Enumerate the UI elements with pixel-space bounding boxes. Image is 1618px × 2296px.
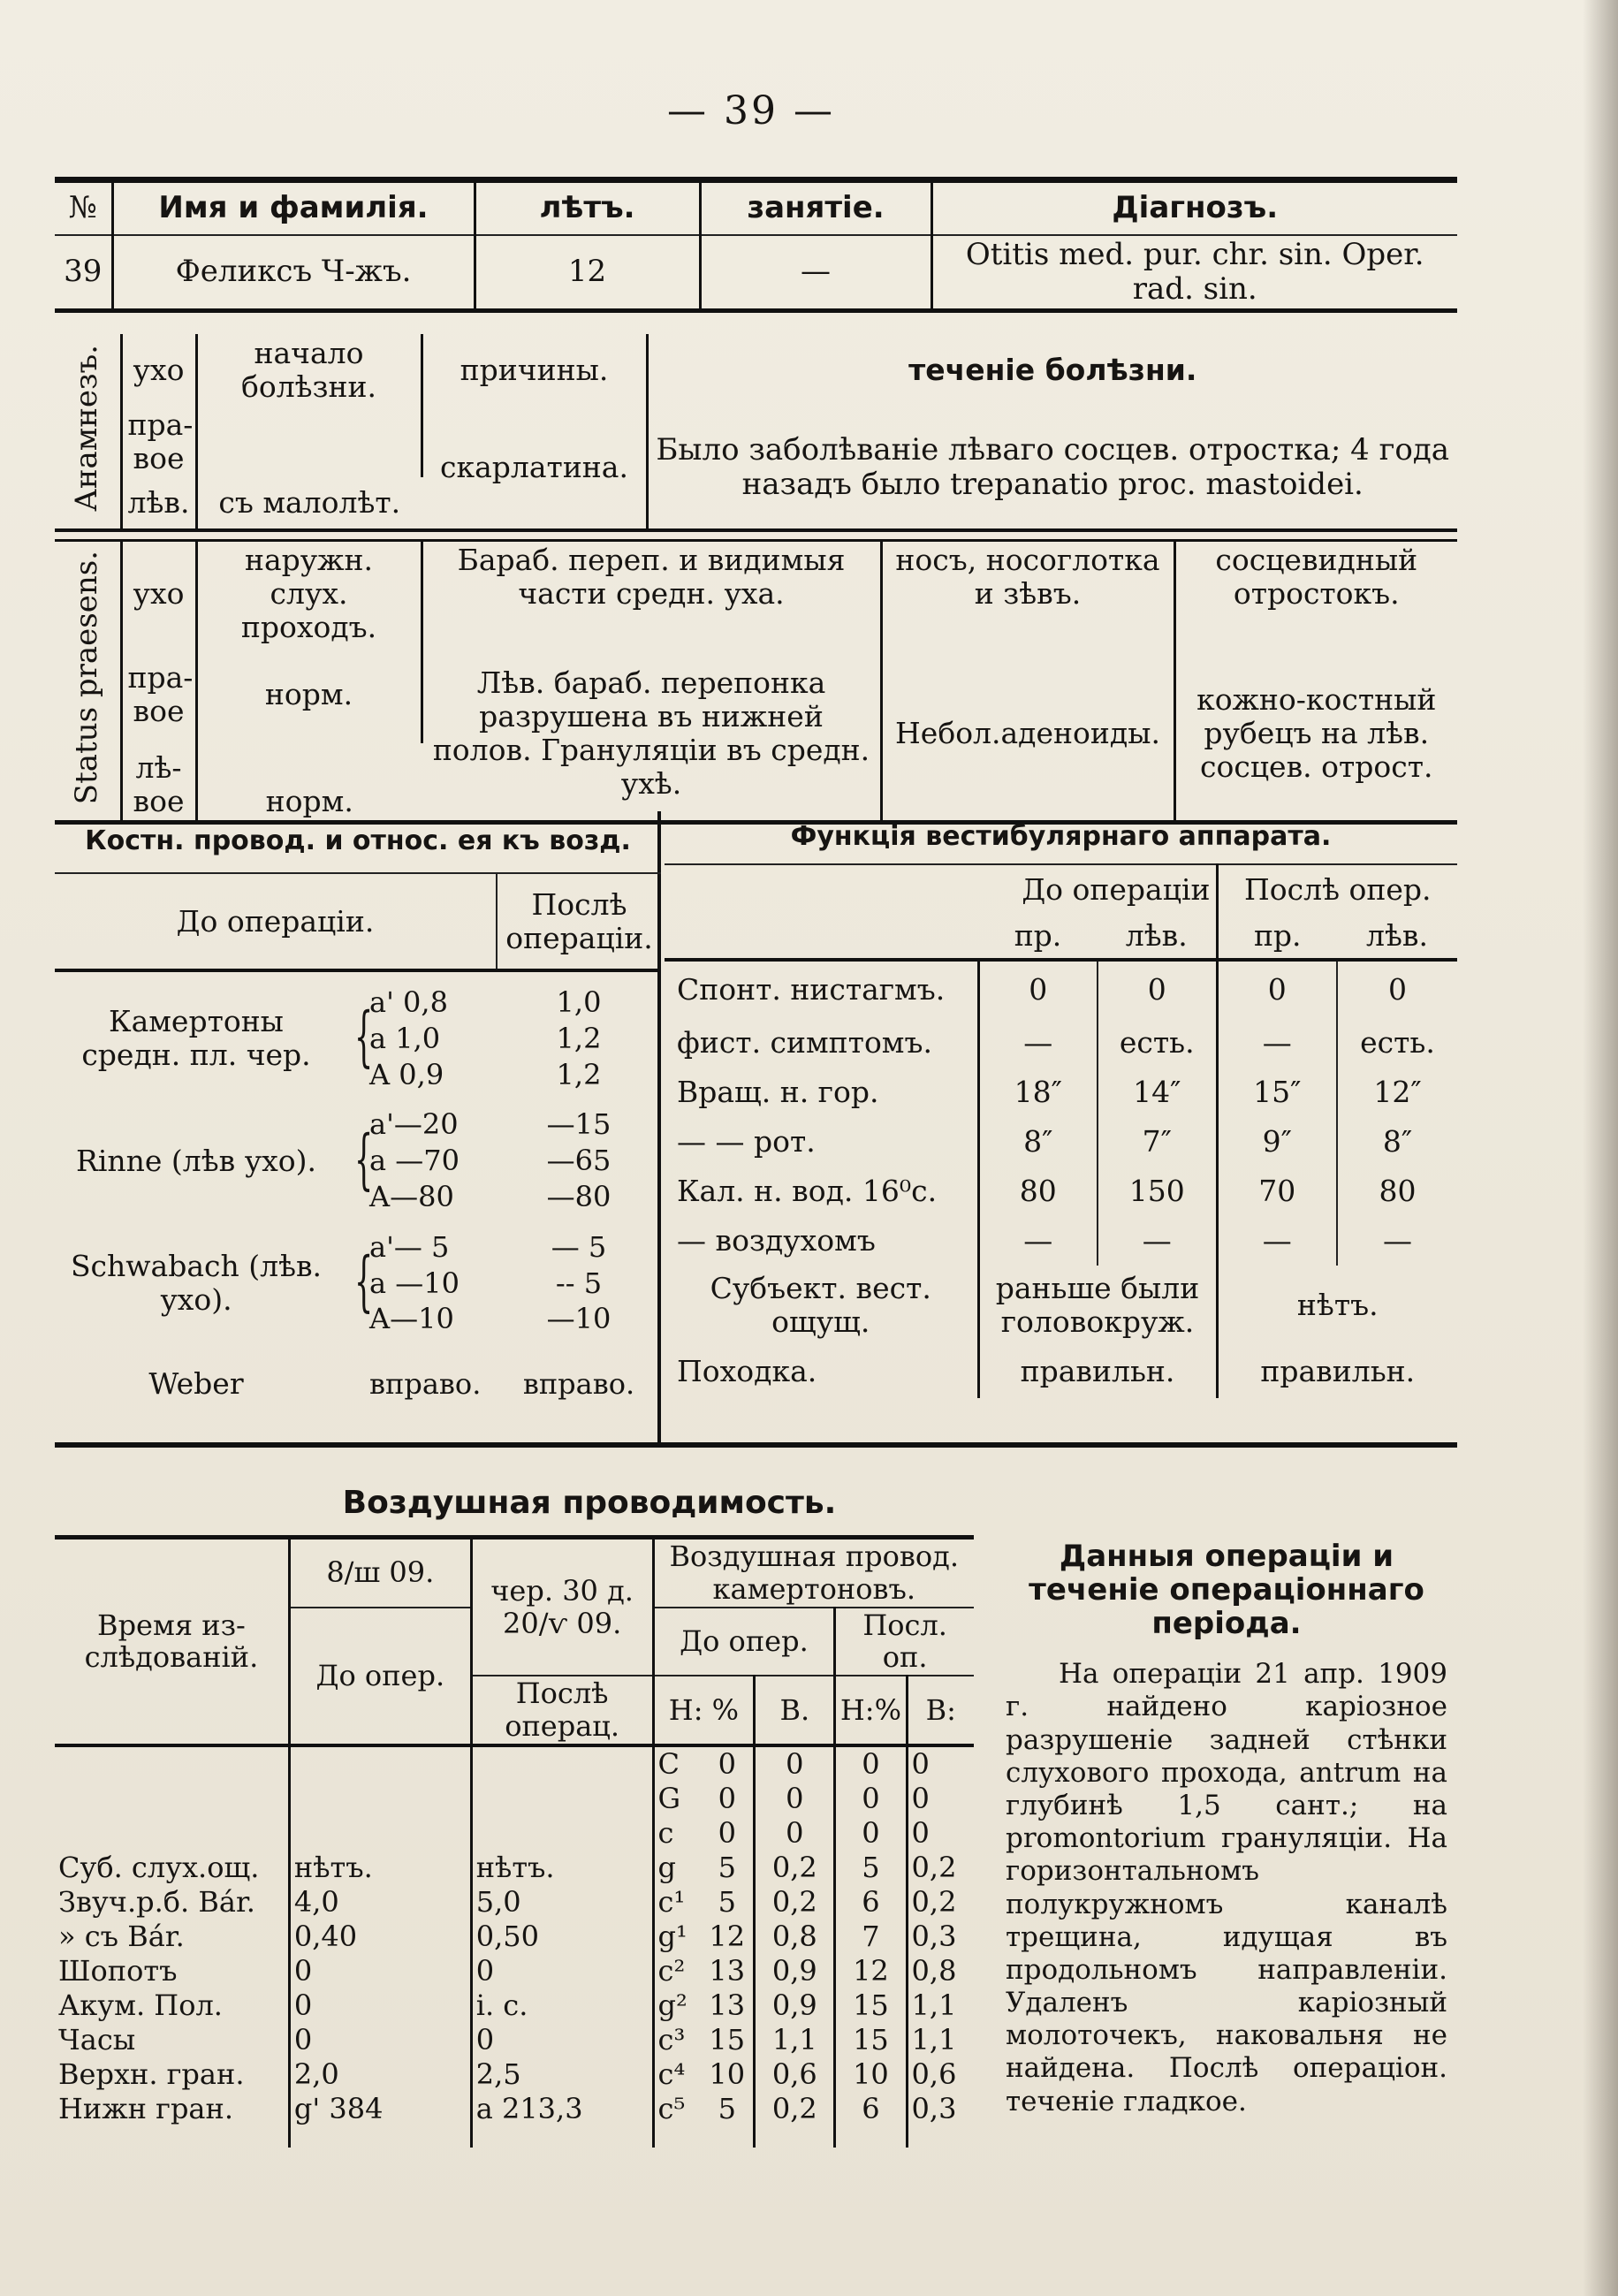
tuning-h-after: 6	[835, 2092, 907, 2126]
tuning-fork-name: c	[657, 1815, 674, 1850]
brace-mark	[338, 985, 374, 1092]
bc-group-name: Rinne (лѣв ухо).	[76, 1143, 316, 1178]
vest-value: 9″	[1217, 1117, 1337, 1167]
tuning-h-after: 7	[835, 1920, 907, 1954]
vestibular-table	[665, 811, 1457, 1398]
vest-row	[665, 960, 1457, 1018]
vest-row-label: Вращ. н. гор.	[665, 1068, 978, 1117]
date-2: чер. 30 д. 20/ѵ 09.	[471, 1538, 653, 1676]
bone-conduction-table	[55, 811, 661, 972]
bc-before-value: a 1,0	[369, 1021, 441, 1055]
vest-spacer-2	[665, 914, 978, 960]
tuning-b-before: 0,6	[755, 2057, 835, 2092]
gait-before: правильн.	[978, 1345, 1217, 1398]
nose-value: Небол.аденоиды.	[881, 646, 1174, 823]
tuning-fork-name: c⁵	[657, 2091, 686, 2125]
tuning-h-before: 5	[701, 2092, 755, 2126]
left-canal: норм.	[265, 784, 353, 819]
vest-row-label: — — рот.	[665, 1117, 978, 1167]
tuning-fork-name: g²	[657, 1988, 687, 2022]
vest-value: —	[1217, 1018, 1337, 1068]
bc-row	[55, 985, 661, 1021]
tuning-b-after: 0,2	[911, 1884, 957, 1919]
vest-before-label: До операціи	[1022, 871, 1211, 907]
vest-value: есть.	[1098, 1018, 1217, 1068]
air-empty-cell	[701, 2126, 755, 2148]
bc-group-name: Schwabach (лѣв. ухо).	[70, 1249, 323, 1317]
bc-gap	[55, 1403, 661, 1417]
tuning-h-after: 0	[835, 1745, 907, 1782]
air-after-value: 0,50	[471, 1920, 653, 1954]
vest-value: 0	[1098, 960, 1217, 1018]
b-label-1: В.	[755, 1676, 835, 1745]
operation-title: Данныя операціи и теченіе операціоннаго періода.	[1029, 1539, 1424, 1642]
bc-gap	[55, 1215, 661, 1229]
air-after-value: 2,5	[471, 2057, 653, 2092]
tuning-h-after: 15	[835, 1988, 907, 2023]
patient-name: Феликсъ Ч-жъ.	[112, 235, 475, 311]
bc-after-value: 1,0	[556, 985, 602, 1019]
vest-row-label: фист. симптомъ.	[665, 1018, 978, 1068]
vest-value: 18″	[978, 1068, 1098, 1117]
tuning-b-after: 0,6	[911, 2057, 957, 2091]
vest-after-right: пр.	[1217, 914, 1337, 960]
air-row-label: Нижн гран.	[55, 2092, 289, 2126]
tuning-b-before: 0	[755, 1745, 835, 1782]
bc-after-value: 1,2	[556, 1057, 602, 1091]
bc-row	[55, 1365, 661, 1403]
tuning-b-before: 0,8	[755, 1920, 835, 1954]
air-pad-row	[55, 2126, 974, 2148]
tuning-b-after: 0	[911, 1815, 930, 1850]
bc-groups-table	[55, 985, 661, 1417]
air-empty-cell	[653, 2126, 701, 2148]
vestibular-block	[665, 811, 1457, 1442]
tuning-b-after: 0	[911, 1746, 930, 1781]
vest-row	[665, 1068, 1457, 1117]
air-before-value: 0	[289, 1988, 471, 2023]
tuning-h-after: 10	[835, 2057, 907, 2092]
vest-row-label: — воздухомъ	[665, 1216, 978, 1266]
tuning-b-before: 0,2	[755, 1885, 835, 1920]
conduction-vestibular-section	[55, 811, 1457, 1448]
air-after-value: 0	[471, 1954, 653, 1988]
tuning-h-before: 15	[701, 2023, 755, 2057]
air-row-label: Шопотъ	[55, 1954, 289, 1988]
air-before-value: 4,0	[289, 1885, 471, 1920]
col-occupation: занятіе.	[700, 180, 931, 235]
tuning-b-after: 0,3	[911, 2091, 957, 2125]
tuning-b-before: 0,2	[755, 1851, 835, 1885]
bc-before-value: A 0,9	[369, 1057, 444, 1091]
air-after-value: і. с.	[471, 1988, 653, 2023]
bc-gap	[55, 1092, 661, 1106]
bc-gap	[55, 1337, 661, 1365]
air-empty-cell	[289, 1745, 471, 1782]
air-empty-cell	[289, 2126, 471, 2148]
tuning-b-after: 1,1	[911, 2022, 957, 2057]
tuning-h-before: 5	[701, 1851, 755, 1885]
bc-after-value: — 5	[551, 1229, 607, 1264]
air-row-label: Звуч.р.б. Bár.	[55, 1885, 289, 1920]
tuning-label: Воздушная провод. камертоновъ.	[653, 1538, 974, 1608]
patient-diagnosis: Otitis med. pur. chr. sin. Oper. rad. sin.	[931, 235, 1457, 311]
vest-value: —	[978, 1216, 1098, 1266]
tuning-h-after: 15	[835, 2023, 907, 2057]
air-row	[55, 1851, 974, 1885]
vest-value: 80	[978, 1167, 1098, 1216]
air-empty-cell	[55, 1782, 289, 1816]
tuning-h-after: 6	[835, 1885, 907, 1920]
brace-mark	[338, 1365, 364, 1403]
air-row-label: Часы	[55, 2023, 289, 2057]
vest-spacer	[665, 864, 978, 914]
air-empty-cell	[755, 2126, 835, 2148]
tuning-h-before: 12	[701, 1920, 755, 1954]
tuning-h-before: 0	[701, 1816, 755, 1851]
air-after-value: 0	[471, 2023, 653, 2057]
air-after-value: a 213,3	[471, 2092, 653, 2126]
air-empty-cell	[289, 1782, 471, 1816]
vest-value: 12″	[1373, 1075, 1422, 1110]
vest-row	[665, 1117, 1457, 1167]
air-before-value: нѣтъ.	[289, 1851, 471, 1885]
status-right-label: пра-вое	[121, 646, 196, 743]
anamnesis-table	[55, 334, 1457, 532]
onset-label: начало болѣзни.	[196, 334, 422, 407]
vest-value: 0	[1388, 972, 1407, 1007]
tuning-b-before: 0	[755, 1816, 835, 1851]
vest-value: 14″	[1098, 1068, 1217, 1117]
status-label: Status praesens.	[55, 541, 121, 823]
tuning-before-label: До опер.	[653, 1608, 835, 1676]
air-row	[55, 2023, 974, 2057]
bc-before-value: A—10	[369, 1302, 454, 1336]
tuning-h-after: 0	[835, 1816, 907, 1851]
vest-row	[665, 1216, 1457, 1266]
case-number: 39	[55, 235, 112, 311]
tuning-b-before: 0,9	[755, 1954, 835, 1988]
bc-after-value: —15	[546, 1107, 611, 1142]
canal-label: наружн. слух. проходъ.	[196, 541, 422, 646]
bc-after-value: -- 5	[555, 1266, 603, 1300]
bc-before-value: a'— 5	[369, 1229, 450, 1264]
bc-after-label: Послѣ операціи.	[497, 873, 661, 970]
right-canal: норм.	[196, 646, 422, 743]
operation-text: На операціи 21 апр. 1909 г. найдено каріозное разрушеніе задней стѣнки слухового прохода, antrum на глубинѣ 1,5 сант.; на promontorium грануляціи. На горизонтальномъ полукружномъ каналѣ трещина, идущая въ продольномъ направленіи. Удаленъ каріозный молоточекъ, наковальня не найдена. Послѣ операціон. теченіе гладкое.	[1006, 1658, 1447, 2117]
course-value: Было заболѣваніе лѣваго сосцев. отростка; 4 года назадъ было trepanatio proc. mastoidei.	[656, 431, 1450, 502]
status-praesens-table	[55, 539, 1457, 825]
tuning-h-before: 5	[701, 1885, 755, 1920]
air-empty-cell	[835, 2126, 907, 2148]
tuning-fork-name: c¹	[657, 1884, 686, 1919]
before-op-label: До опер.	[289, 1608, 471, 1745]
vest-value: 0	[1217, 960, 1337, 1018]
vest-value: —	[1383, 1223, 1412, 1258]
patient-header-table	[55, 177, 1457, 313]
bc-group-name: Камертоны средн. пл. чер.	[81, 1004, 311, 1073]
air-before-value: 0	[289, 2023, 471, 2057]
h-label-2: Н:%	[835, 1676, 907, 1745]
after-op-label: Послѣ операц.	[471, 1676, 653, 1745]
tuning-fork-name: C	[657, 1746, 680, 1781]
brace-glyph: {	[353, 999, 374, 1076]
vest-value: 0	[978, 960, 1098, 1018]
air-before-value: g' 384	[289, 2092, 471, 2126]
right-ear-label: пра-вое	[121, 407, 196, 477]
mastoid-value: кожно-костный рубецъ на лѣв. сосцев. отрост.	[1196, 681, 1437, 784]
air-row	[55, 2092, 974, 2126]
air-row-label: Суб. слух.ощ.	[55, 1851, 289, 1885]
air-row	[55, 1885, 974, 1920]
air-conduction-block	[55, 1476, 974, 2148]
vest-value: 70	[1217, 1167, 1337, 1216]
vest-value: есть.	[1360, 1025, 1435, 1061]
air-conduction-table	[55, 1535, 974, 2148]
vest-value: 8″	[1382, 1124, 1413, 1159]
ear-label: ухо	[121, 334, 196, 407]
vest-value: —	[1098, 1216, 1217, 1266]
col-name: Имя и фамилія.	[112, 180, 475, 235]
col-age: лѣтъ.	[475, 180, 700, 235]
drum-label: Бараб. переп. и видимыя части средн. уха.	[422, 541, 881, 646]
tuning-h-after: 12	[835, 1954, 907, 1988]
air-row-label: » съ Bár.	[55, 1920, 289, 1954]
time-label: Время из-слѣдованій.	[55, 1538, 289, 1745]
tuning-b-after: 1,1	[911, 1988, 957, 2022]
vestibular-title: Функція вестибулярнаго аппарата.	[665, 811, 1457, 864]
h-label-1: Н: %	[653, 1676, 755, 1745]
bc-after-value: —65	[546, 1144, 611, 1178]
gait-label: Походка.	[665, 1345, 978, 1398]
causes-label: причины.	[422, 334, 647, 407]
tuning-fork-name: g	[657, 1850, 676, 1884]
tuning-h-before: 0	[701, 1745, 755, 1782]
air-row	[55, 1816, 974, 1851]
vest-value: 150	[1098, 1167, 1217, 1216]
air-row	[55, 1954, 974, 1988]
tuning-b-after: 0,3	[911, 1919, 957, 1953]
bc-before-value: a'—20	[369, 1107, 459, 1142]
subj-after: нѣтъ.	[1296, 1288, 1379, 1323]
bc-row	[55, 1106, 661, 1143]
bc-after-value: вправо.	[522, 1366, 635, 1401]
anamnesis-label: Анамнезъ.	[55, 334, 121, 530]
tuning-fork-name: c²	[657, 1953, 686, 1988]
vest-value: 15″	[1217, 1068, 1337, 1117]
tuning-fork-name: g¹	[657, 1919, 687, 1953]
air-row	[55, 1745, 974, 1782]
left-ear-label: лѣв.	[121, 477, 196, 530]
air-before-value: 2,0	[289, 2057, 471, 2092]
subj-label: Субъект. вест. ощущ.	[665, 1266, 978, 1345]
air-row	[55, 1782, 974, 1816]
tuning-after-label: Посл. оп.	[835, 1608, 974, 1676]
air-empty-cell	[55, 1745, 289, 1782]
patient-occupation: —	[700, 235, 931, 311]
vest-value: 80	[1379, 1174, 1417, 1209]
air-empty-cell	[471, 1782, 653, 1816]
air-empty-cell	[289, 1816, 471, 1851]
tuning-fork-name: c³	[657, 2022, 686, 2057]
vest-row	[665, 1167, 1457, 1216]
brace-glyph: {	[353, 1243, 374, 1319]
brace-mark	[338, 1106, 374, 1214]
air-row	[55, 2057, 974, 2092]
tuning-h-before: 13	[701, 1988, 755, 2023]
vest-row-label: Спонт. нистагмъ.	[665, 960, 978, 1018]
brace-mark	[338, 1229, 374, 1337]
tuning-h-before: 13	[701, 1954, 755, 1988]
air-empty-cell	[55, 2126, 289, 2148]
page-number: — 39 —	[667, 88, 835, 133]
bc-group-name: Weber	[148, 1366, 244, 1402]
bc-before-value: a —10	[369, 1266, 460, 1300]
vest-after-label: Послѣ опер.	[1217, 864, 1457, 914]
bc-before-value: a —70	[369, 1144, 460, 1178]
mastoid-label: сосцевидный отростокъ.	[1215, 543, 1418, 611]
tuning-b-after: 0,8	[911, 1953, 957, 1988]
drum-value: Лѣв. бараб. перепонка разрушена въ нижней полов. Грануляціи въ средн. ухѣ.	[422, 646, 881, 823]
date-1: 8/ш 09.	[289, 1538, 471, 1608]
bc-before-value: a' 0,8	[369, 985, 448, 1019]
tuning-h-after: 5	[835, 1851, 907, 1885]
b-label-2: В:	[907, 1676, 974, 1745]
tuning-h-before: 0	[701, 1782, 755, 1816]
air-empty-cell	[55, 1816, 289, 1851]
air-row	[55, 1988, 974, 2023]
tuning-h-after: 0	[835, 1782, 907, 1816]
nose-label: носъ, носоглотка и зѣвъ.	[881, 541, 1174, 646]
vest-value: —	[1217, 1216, 1337, 1266]
col-diagnosis: Діагнозъ.	[931, 180, 1457, 235]
vest-before-left: лѣв.	[1098, 914, 1217, 960]
vest-row	[665, 1018, 1457, 1068]
air-after-value: нѣтъ.	[471, 1851, 653, 1885]
air-empty-cell	[471, 1816, 653, 1851]
vest-row-label: Кал. н. вод. 16⁰с.	[665, 1167, 978, 1216]
air-after-value: 5,0	[471, 1885, 653, 1920]
tuning-b-before: 0,2	[755, 2092, 835, 2126]
bc-row	[55, 1229, 661, 1266]
bc-after-value: —10	[546, 1302, 611, 1336]
bone-conduction-block	[55, 811, 661, 1442]
air-row-label: Верхн. гран.	[55, 2057, 289, 2092]
bc-after-value: 1,2	[556, 1021, 602, 1055]
tuning-fork-name: c⁴	[657, 2057, 686, 2091]
vest-value: —	[978, 1018, 1098, 1068]
bone-conduction-title: Костн. провод. и относ. ея къ возд.	[55, 811, 661, 873]
right-onset	[196, 407, 422, 477]
vest-after-left: лѣв.	[1337, 914, 1457, 960]
air-empty-cell	[471, 2126, 653, 2148]
gait-after: правильн.	[1260, 1354, 1416, 1389]
bone-conduction-groups	[55, 985, 661, 1417]
tuning-b-before: 1,1	[755, 2023, 835, 2057]
tuning-b-before: 0	[755, 1782, 835, 1816]
vest-value: 8″	[978, 1117, 1098, 1167]
bc-before-value: вправо.	[369, 1366, 482, 1401]
col-number: №	[55, 180, 112, 235]
page-edge-shadow	[1583, 0, 1618, 2296]
cause-value: скарлатина.	[422, 407, 647, 530]
tuning-b-after: 0	[911, 1781, 930, 1815]
vest-before-right: пр.	[978, 914, 1098, 960]
status-ear-label: ухо	[121, 541, 196, 646]
air-empty-cell	[471, 1745, 653, 1782]
course-label: теченіе болѣзни.	[908, 353, 1197, 388]
subj-before: раньше были головокруж.	[978, 1266, 1217, 1345]
tuning-fork-name: G	[657, 1781, 681, 1815]
bc-before-value: A—80	[369, 1179, 454, 1213]
tuning-h-before: 10	[701, 2057, 755, 2092]
tuning-b-after: 0,2	[911, 1850, 957, 1884]
bc-before-label: До операціи.	[55, 873, 497, 970]
vest-value: 7″	[1098, 1117, 1217, 1167]
patient-age: 12	[475, 235, 700, 311]
air-empty-cell	[907, 2126, 974, 2148]
left-onset: съ малолѣт.	[218, 485, 401, 521]
operation-notes	[1006, 1540, 1447, 2118]
bc-after-value: —80	[546, 1179, 611, 1213]
air-row	[55, 1920, 974, 1954]
tuning-b-before: 0,9	[755, 1988, 835, 2023]
status-left-label: лѣ-вое	[121, 743, 196, 823]
brace-glyph: {	[353, 1121, 374, 1197]
air-conduction-title: Воздушная проводимость.	[342, 1485, 837, 1521]
air-before-value: 0,40	[289, 1920, 471, 1954]
air-before-value: 0	[289, 1954, 471, 1988]
air-row-label: Акум. Пол.	[55, 1988, 289, 2023]
